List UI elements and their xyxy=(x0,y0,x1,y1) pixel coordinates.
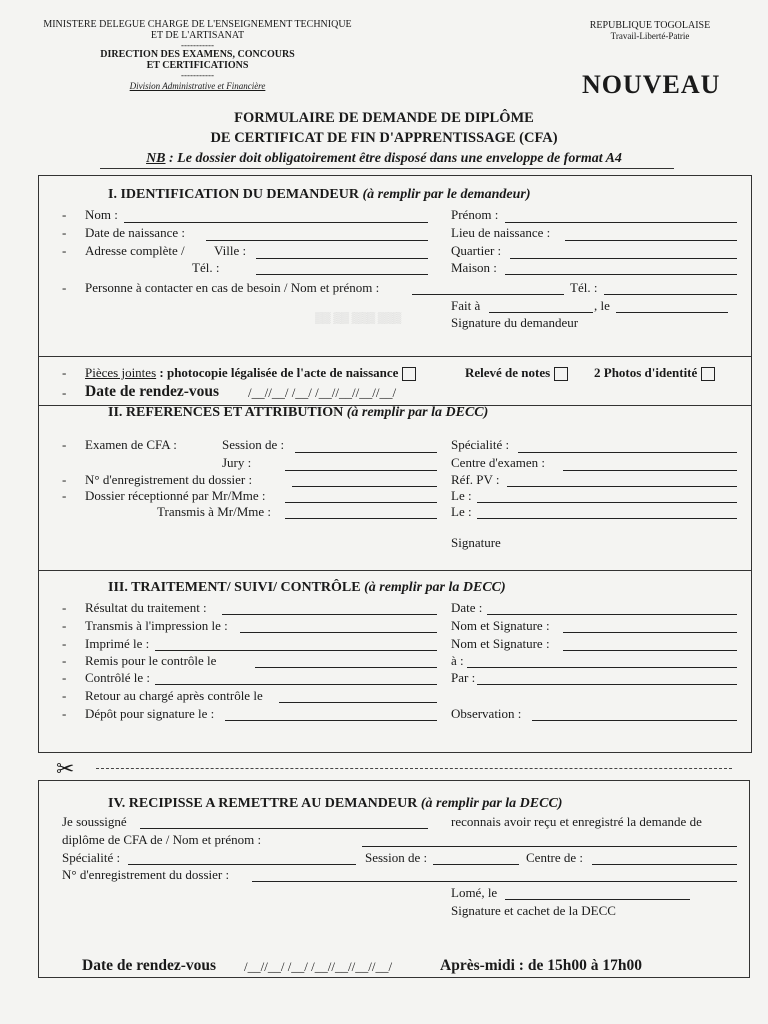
section-4-note: (à remplir par la DECC) xyxy=(417,796,563,811)
nb-note xyxy=(0,151,768,167)
quartier-field[interactable] xyxy=(510,258,737,259)
form-title-line-2: DE CERTIFICAT DE FIN D'APPRENTISSAGE (CFA) xyxy=(210,130,558,146)
resultat-field[interactable] xyxy=(222,614,437,615)
examen-label: Examen de CFA : xyxy=(85,437,177,452)
ministry-header xyxy=(25,19,370,92)
republic-motto: Travail-Liberté-Patrie xyxy=(610,31,690,41)
pieces-label: Pièces jointes xyxy=(85,365,157,380)
lieu-naissance-label: Lieu de naissance : xyxy=(451,225,551,240)
tel-field[interactable] xyxy=(256,274,428,275)
section-3-note: (à remplir par la DECC) xyxy=(360,580,506,595)
fait-a-field[interactable] xyxy=(489,312,593,313)
releve-label xyxy=(465,365,568,381)
fait-le-field[interactable] xyxy=(616,312,728,313)
bullet: - xyxy=(62,600,67,615)
checkbox-icon-releve[interactable] xyxy=(554,367,568,381)
soussigne-field[interactable] xyxy=(140,828,428,829)
enregistrement-4-field[interactable] xyxy=(252,881,737,882)
bullet: - xyxy=(62,365,67,380)
section-3-heading xyxy=(108,580,506,596)
le1-field[interactable] xyxy=(477,502,737,503)
ville-label: Ville : xyxy=(214,243,247,258)
photos-text: 2 Photos d'identité xyxy=(594,365,698,380)
observation-label: Observation : xyxy=(451,706,522,721)
session-label: Session de : xyxy=(222,437,285,452)
bullet: - xyxy=(62,706,67,721)
ministry-line-1: MINISTERE DELEGUE CHARGE DE L'ENSEIGNEMENT TECHNIQUE xyxy=(43,19,352,30)
nom-prenom-field[interactable] xyxy=(362,846,737,847)
depot-label: Dépôt pour signature le : xyxy=(85,706,215,721)
lome-label: Lomé, le xyxy=(451,885,498,900)
remis-label: Remis pour le contrôle le xyxy=(85,653,217,668)
section-2-note: (à remplir par la DECC) xyxy=(343,405,489,420)
centre-4-field[interactable] xyxy=(592,864,737,865)
bullet: - xyxy=(62,243,67,258)
bullet: - xyxy=(62,472,67,487)
observation-field[interactable] xyxy=(532,720,737,721)
scissors-icon: ✂ xyxy=(56,756,75,781)
releve-text: Relevé de notes xyxy=(465,365,551,380)
bullet: - xyxy=(62,688,67,703)
checkbox-icon-acte[interactable] xyxy=(402,367,416,381)
specialite-field[interactable] xyxy=(518,452,737,453)
bullet: - xyxy=(62,636,67,651)
direction-line-1: DIRECTION DES EXAMENS, CONCOURS xyxy=(100,49,295,60)
imprime-label: Imprimé le : xyxy=(85,636,150,651)
cut-line xyxy=(96,768,732,769)
date-label: Date : xyxy=(451,600,483,615)
transmis-impression-field[interactable] xyxy=(240,632,437,633)
date-naissance-label: Date de naissance : xyxy=(85,225,185,240)
imprime-field[interactable] xyxy=(155,650,437,651)
personne-contact-field[interactable] xyxy=(412,294,564,295)
session-field[interactable] xyxy=(295,452,437,453)
nb-label: NB xyxy=(146,151,166,166)
section-1-title: I. IDENTIFICATION DU DEMANDEUR xyxy=(108,187,359,202)
section-divider-3 xyxy=(38,570,751,571)
rdv-2-label: Date de rendez-vous xyxy=(82,957,217,974)
nb-text: : Le dossier doit obligatoirement être disposé dans une enveloppe de format A4 xyxy=(165,151,622,166)
bullet: - xyxy=(62,385,67,400)
controle-field[interactable] xyxy=(155,684,437,685)
transmis-impression-label: Transmis à l'impression le : xyxy=(85,618,228,633)
jury-label: Jury : xyxy=(222,455,252,470)
nom-label: Nom : xyxy=(85,207,118,222)
lome-field[interactable] xyxy=(505,899,690,900)
centre-examen-label: Centre d'examen : xyxy=(451,455,546,470)
specialite-4-field[interactable] xyxy=(128,864,356,865)
soussigne-label: Je soussigné xyxy=(62,814,127,829)
fait-a-label: Fait à xyxy=(451,298,481,313)
nouveau-label: NOUVEAU xyxy=(582,70,721,99)
separator-2: ----------- xyxy=(181,70,214,80)
section-3-title: III. TRAITEMENT/ SUIVI/ CONTRÔLE xyxy=(108,580,361,595)
par-field[interactable] xyxy=(477,684,737,685)
nom-signature-2-label: Nom et Signature : xyxy=(451,636,550,651)
bullet: - xyxy=(62,670,67,685)
transmis-field[interactable] xyxy=(285,518,437,519)
le1-label: Le : xyxy=(451,488,472,503)
session-4-field[interactable] xyxy=(433,864,519,865)
enregistrement-field[interactable] xyxy=(292,486,437,487)
le2-field[interactable] xyxy=(477,518,737,519)
resultat-label: Résultat du traitement : xyxy=(85,600,207,615)
bullet: - xyxy=(62,225,67,240)
ministry-line-2: ET DE L'ARTISANAT xyxy=(150,30,245,41)
maison-label: Maison : xyxy=(451,260,497,275)
adresse-label: Adresse complète / xyxy=(85,243,185,258)
le2-label: Le : xyxy=(451,504,472,519)
jury-field[interactable] xyxy=(285,470,437,471)
enregistrement-4-label: N° d'enregistrement du dossier : xyxy=(62,867,230,882)
quartier-label: Quartier : xyxy=(451,243,502,258)
signature-decc-label: Signature xyxy=(451,535,501,550)
fait-le-label: , le xyxy=(594,298,610,313)
a-field[interactable] xyxy=(467,667,737,668)
section-2-title: II. REFERENCES ET ATTRIBUTION xyxy=(108,405,344,420)
centre-examen-field[interactable] xyxy=(563,470,737,471)
bullet: - xyxy=(62,653,67,668)
bullet: - xyxy=(62,280,67,295)
prenom-label: Prénom : xyxy=(451,207,499,222)
nom-signature-2-field[interactable] xyxy=(563,650,737,651)
remis-field[interactable] xyxy=(255,667,437,668)
date-naissance-field[interactable] xyxy=(206,240,428,241)
ref-pv-field[interactable] xyxy=(507,486,737,487)
section-1-heading xyxy=(108,187,530,203)
tel2-field[interactable] xyxy=(604,294,737,295)
direction-line-2: ET CERTIFICATIONS xyxy=(146,60,249,71)
republic-header xyxy=(560,20,740,42)
ref-pv-label: Réf. PV : xyxy=(451,472,500,487)
reconnais-text: reconnais avoir reçu et enregistré la demande de xyxy=(451,814,702,829)
division-label: Division Administrative et Financière xyxy=(129,81,266,91)
bullet: - xyxy=(62,437,67,452)
section-4-title: IV. RECIPISSE A REMETTRE AU DEMANDEUR xyxy=(108,796,418,811)
rdv-2-value[interactable]: /__//__/ /__/ /__//__//__//__/ xyxy=(244,959,393,974)
personne-contact-label: Personne à contacter en cas de besoin / Nom et prénom : xyxy=(85,280,380,295)
par-label: Par : xyxy=(451,670,476,685)
receptionne-label: Dossier réceptionné par Mr/Mme : xyxy=(85,488,266,503)
rdv-1-value[interactable]: /__//__/ /__/ /__//__//__//__/ xyxy=(248,385,397,400)
session-4-label: Session de : xyxy=(365,850,428,865)
date-field[interactable] xyxy=(487,614,737,615)
nom-signature-1-label: Nom et Signature : xyxy=(451,618,550,633)
nom-signature-1-field[interactable] xyxy=(563,632,737,633)
section-1-note: (à remplir par le demandeur) xyxy=(358,187,531,202)
bullet: - xyxy=(62,488,67,503)
bullet: - xyxy=(62,207,67,222)
section-2-heading xyxy=(108,405,488,421)
bullet: - xyxy=(62,618,67,633)
transmis-label: Transmis à Mr/Mme : xyxy=(157,504,271,519)
lieu-naissance-field[interactable] xyxy=(565,240,737,241)
photos-label xyxy=(594,365,715,381)
maison-field[interactable] xyxy=(505,274,737,275)
controle-label: Contrôlé le : xyxy=(85,670,150,685)
enregistrement-label: N° d'enregistrement du dossier : xyxy=(85,472,253,487)
section-divider-1 xyxy=(38,356,751,357)
nom-field[interactable] xyxy=(124,222,428,223)
retour-label: Retour au chargé après contrôle le xyxy=(85,688,263,703)
specialite-label: Spécialité : xyxy=(451,437,510,452)
apres-midi-label: Après-midi : de 15h00 à 17h00 xyxy=(440,957,642,974)
retour-field[interactable] xyxy=(279,702,437,703)
rdv-1-label: Date de rendez-vous xyxy=(85,383,220,400)
depot-field[interactable] xyxy=(225,720,437,721)
signature-cachet-label: Signature et cachet de la DECC xyxy=(451,903,616,918)
ville-field[interactable] xyxy=(256,258,428,259)
diplome-label: diplôme de CFA de / Nom et prénom : xyxy=(62,832,262,847)
tel-label: Tél. : xyxy=(192,260,220,275)
pieces-jointes xyxy=(85,365,416,381)
specialite-4-label: Spécialité : xyxy=(62,850,121,865)
form-title-line-1: FORMULAIRE DE DEMANDE DE DIPLÔME xyxy=(234,110,534,126)
centre-4-label: Centre de : xyxy=(526,850,584,865)
section-4-heading xyxy=(108,796,562,812)
faded-stamp: ▒▒ ▒▒ ▒▒▒ ▒▒▒ xyxy=(315,312,402,324)
republic-name: REPUBLIQUE TOGOLAISE xyxy=(589,20,711,31)
tel2-label: Tél. : xyxy=(570,280,598,295)
checkbox-icon-photos[interactable] xyxy=(701,367,715,381)
receptionne-field[interactable] xyxy=(285,502,437,503)
pieces-text: : photocopie légalisée de l'acte de naissance xyxy=(156,365,399,380)
nb-underline xyxy=(100,168,674,169)
prenom-field[interactable] xyxy=(505,222,737,223)
signature-demandeur-label: Signature du demandeur xyxy=(451,315,579,330)
separator: ----------- xyxy=(181,40,214,50)
a-label: à : xyxy=(451,653,464,668)
